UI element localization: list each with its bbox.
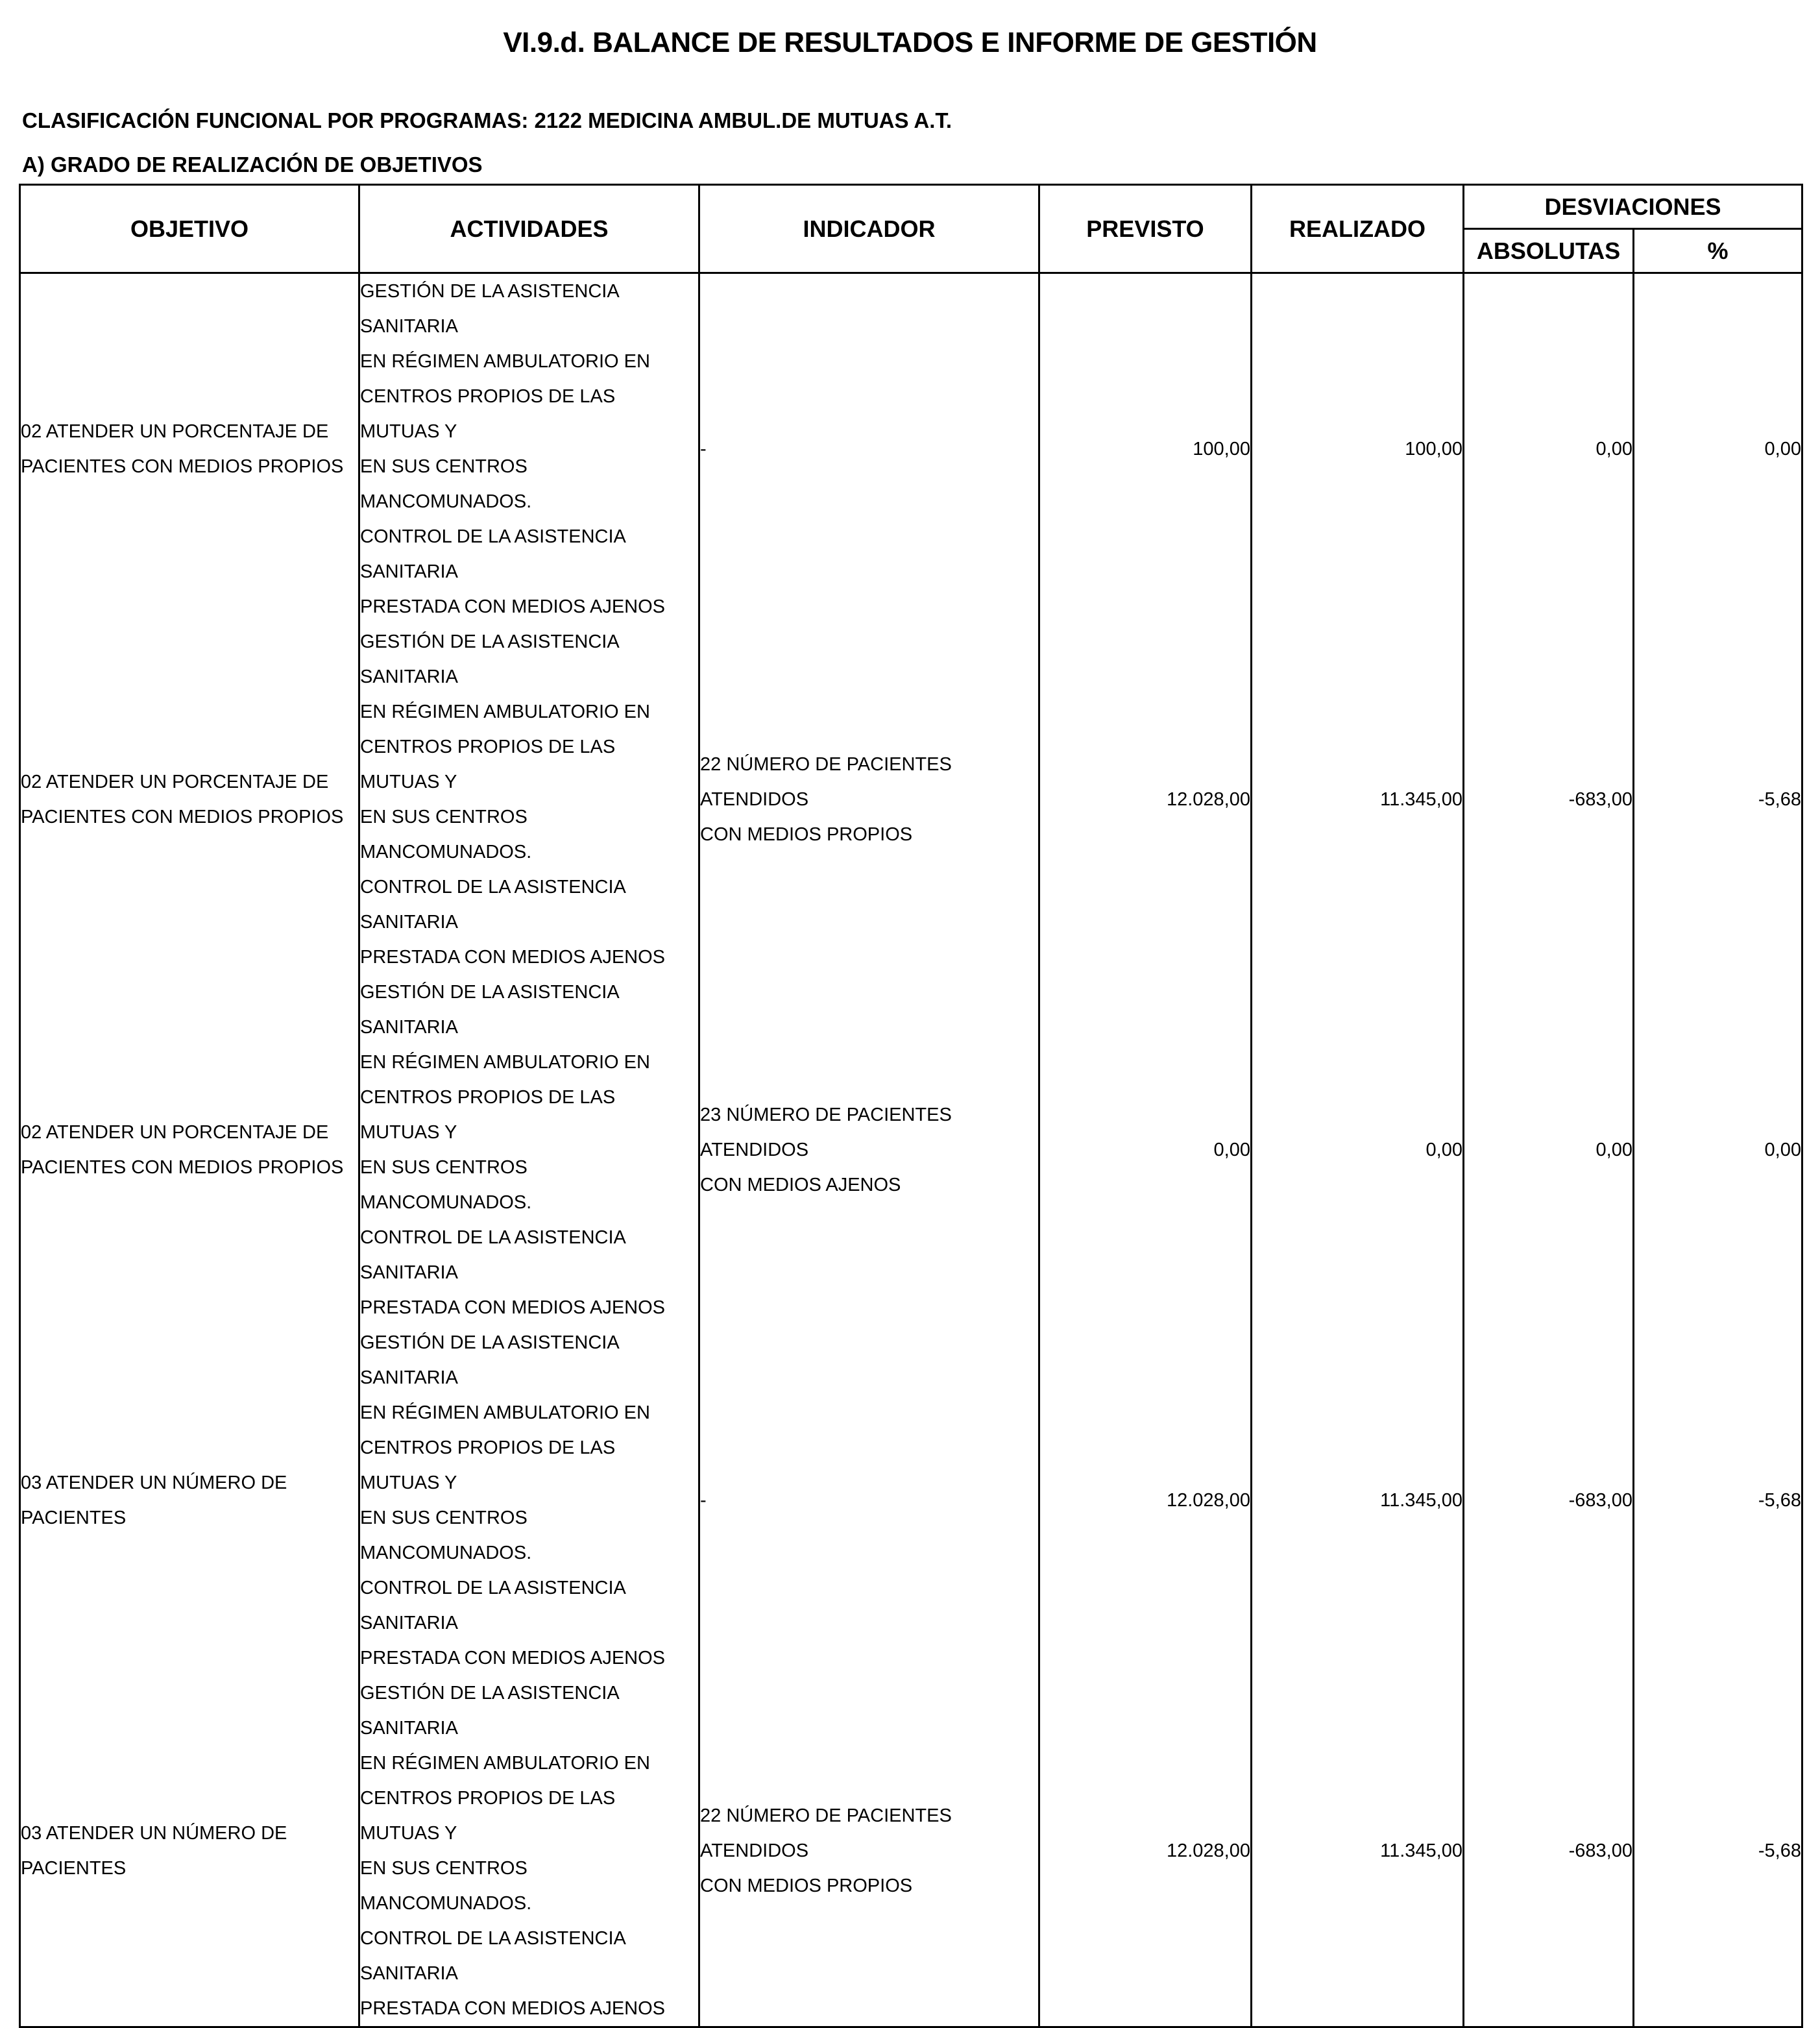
cell-actividades-line: EN RÉGIMEN AMBULATORIO EN	[360, 1402, 650, 1423]
cell-actividades-line: CONTROL DE LA ASISTENCIA SANITARIA	[360, 526, 625, 582]
cell-indicador-line: CON MEDIOS AJENOS	[700, 1175, 901, 1195]
cell-actividades-line: GESTIÓN DE LA ASISTENCIA SANITARIA	[360, 1683, 619, 1739]
cell-objetivo	[20, 1325, 359, 1676]
cell-percent: -5,68	[1634, 1676, 1802, 2027]
cell-objetivo-line: PACIENTES CON MEDIOS PROPIOS	[21, 807, 344, 827]
cell-actividades-line: EN SUS CENTROS MANCOMUNADOS.	[360, 456, 532, 512]
table-row	[20, 624, 1802, 975]
table-row	[20, 1325, 1802, 1676]
cell-indicador-line: -	[700, 1490, 707, 1511]
cell-actividades-line: EN RÉGIMEN AMBULATORIO EN	[360, 702, 650, 722]
table-body	[20, 273, 1802, 2027]
cell-actividades-line: GESTIÓN DE LA ASISTENCIA SANITARIA	[360, 281, 619, 337]
header-indicador: INDICADOR	[699, 185, 1039, 273]
cell-actividades	[359, 1325, 699, 1676]
table-row	[20, 975, 1802, 1325]
cell-objetivo	[20, 273, 359, 625]
report-title: VI.9.d. BALANCE DE RESULTADOS E INFORME DE GESTIÓN	[503, 27, 1317, 58]
cell-actividades-line: PRESTADA CON MEDIOS AJENOS	[360, 596, 666, 617]
cell-percent: -5,68	[1634, 624, 1802, 975]
objectives-table	[19, 184, 1803, 2028]
cell-actividades-line: CENTROS PROPIOS DE LAS MUTUAS Y	[360, 1788, 616, 1844]
cell-objetivo-line: PACIENTES CON MEDIOS PROPIOS	[21, 1157, 344, 1178]
cell-actividades-line: CONTROL DE LA ASISTENCIA SANITARIA	[360, 1578, 625, 1633]
cell-indicador-line: 22 NÚMERO DE PACIENTES ATENDIDOS	[700, 754, 952, 810]
cell-actividades-line: EN SUS CENTROS MANCOMUNADOS.	[360, 1508, 532, 1563]
cell-objetivo-line: 02 ATENDER UN PORCENTAJE DE	[21, 772, 329, 792]
cell-actividades-line: PRESTADA CON MEDIOS AJENOS	[360, 1297, 666, 1318]
cell-absolutas: -683,00	[1464, 1676, 1634, 2027]
cell-objetivo-line: PACIENTES CON MEDIOS PROPIOS	[21, 456, 344, 477]
cell-objetivo-line: 03 ATENDER UN NÚMERO DE PACIENTES	[21, 1472, 287, 1528]
header-absolutas: ABSOLUTAS	[1464, 229, 1634, 273]
cell-percent: 0,00	[1634, 975, 1802, 1325]
cell-percent: -5,68	[1634, 1325, 1802, 1676]
cell-actividades-line: CONTROL DE LA ASISTENCIA SANITARIA	[360, 877, 625, 933]
cell-objetivo	[20, 1676, 359, 2027]
cell-actividades-line: GESTIÓN DE LA ASISTENCIA SANITARIA	[360, 982, 619, 1038]
header-realizado: REALIZADO	[1252, 185, 1464, 273]
header-objetivo: OBJETIVO	[20, 185, 359, 273]
cell-actividades-line: EN RÉGIMEN AMBULATORIO EN	[360, 351, 650, 372]
cell-actividades-line: EN SUS CENTROS MANCOMUNADOS.	[360, 1858, 532, 1914]
cell-objetivo-line: 02 ATENDER UN PORCENTAJE DE	[21, 1122, 329, 1143]
cell-actividades-line: GESTIÓN DE LA ASISTENCIA SANITARIA	[360, 1332, 619, 1388]
cell-objetivo-line: 02 ATENDER UN PORCENTAJE DE	[21, 421, 329, 442]
cell-actividades-line: CENTROS PROPIOS DE LAS MUTUAS Y	[360, 1437, 616, 1493]
program-classification: CLASIFICACIÓN FUNCIONAL POR PROGRAMAS: 2122 MEDICINA AMBUL.DE MUTUAS A.T.	[22, 108, 952, 132]
header-percent: %	[1634, 229, 1802, 273]
cell-actividades-line: CENTROS PROPIOS DE LAS MUTUAS Y	[360, 737, 616, 792]
cell-actividades-line: CONTROL DE LA ASISTENCIA SANITARIA	[360, 1227, 625, 1283]
cell-previsto: 12.028,00	[1039, 1325, 1252, 1676]
cell-actividades-line: PRESTADA CON MEDIOS AJENOS	[360, 1648, 666, 1668]
cell-indicador	[699, 273, 1039, 625]
cell-percent: 0,00	[1634, 273, 1802, 625]
header-desviaciones: DESVIACIONES	[1464, 185, 1802, 229]
cell-actividades-line: CENTROS PROPIOS DE LAS MUTUAS Y	[360, 386, 616, 442]
cell-realizado: 11.345,00	[1252, 1676, 1464, 2027]
cell-actividades	[359, 624, 699, 975]
cell-indicador-line: CON MEDIOS PROPIOS	[700, 824, 913, 845]
cell-actividades	[359, 975, 699, 1325]
cell-actividades-line: GESTIÓN DE LA ASISTENCIA SANITARIA	[360, 631, 619, 687]
cell-realizado: 11.345,00	[1252, 1325, 1464, 1676]
cell-objetivo	[20, 975, 359, 1325]
cell-actividades	[359, 1676, 699, 2027]
cell-actividades-line: EN RÉGIMEN AMBULATORIO EN	[360, 1753, 650, 1774]
table-row	[20, 273, 1802, 625]
cell-previsto: 0,00	[1039, 975, 1252, 1325]
header-actividades: ACTIVIDADES	[359, 185, 699, 273]
cell-absolutas: -683,00	[1464, 1325, 1634, 1676]
cell-actividades	[359, 273, 699, 625]
cell-realizado: 11.345,00	[1252, 624, 1464, 975]
cell-actividades-line: CENTROS PROPIOS DE LAS MUTUAS Y	[360, 1087, 616, 1143]
cell-actividades-line: EN RÉGIMEN AMBULATORIO EN	[360, 1052, 650, 1073]
cell-indicador	[699, 1676, 1039, 2027]
cell-indicador-line: CON MEDIOS PROPIOS	[700, 1875, 913, 1896]
cell-realizado: 100,00	[1252, 273, 1464, 625]
cell-absolutas: 0,00	[1464, 273, 1634, 625]
table-row	[20, 1676, 1802, 2027]
cell-absolutas: 0,00	[1464, 975, 1634, 1325]
cell-actividades-line: EN SUS CENTROS MANCOMUNADOS.	[360, 807, 532, 862]
section-heading: A) GRADO DE REALIZACIÓN DE OBJETIVOS	[22, 153, 483, 177]
cell-objetivo-line: 03 ATENDER UN NÚMERO DE PACIENTES	[21, 1823, 287, 1879]
cell-indicador	[699, 975, 1039, 1325]
cell-actividades-line: PRESTADA CON MEDIOS AJENOS	[360, 1998, 666, 2019]
cell-absolutas: -683,00	[1464, 624, 1634, 975]
header-previsto: PREVISTO	[1039, 185, 1252, 273]
cell-previsto: 12.028,00	[1039, 1676, 1252, 2027]
cell-indicador-line: 22 NÚMERO DE PACIENTES ATENDIDOS	[700, 1805, 952, 1861]
cell-actividades-line: PRESTADA CON MEDIOS AJENOS	[360, 947, 666, 968]
cell-indicador-line: 23 NÚMERO DE PACIENTES ATENDIDOS	[700, 1105, 952, 1160]
cell-indicador	[699, 1325, 1039, 1676]
cell-indicador	[699, 624, 1039, 975]
cell-actividades-line: EN SUS CENTROS MANCOMUNADOS.	[360, 1157, 532, 1213]
cell-objetivo	[20, 624, 359, 975]
cell-previsto: 100,00	[1039, 273, 1252, 625]
cell-realizado: 0,00	[1252, 975, 1464, 1325]
cell-previsto: 12.028,00	[1039, 624, 1252, 975]
cell-actividades-line: CONTROL DE LA ASISTENCIA SANITARIA	[360, 1928, 625, 1984]
cell-indicador-line: -	[700, 439, 707, 459]
